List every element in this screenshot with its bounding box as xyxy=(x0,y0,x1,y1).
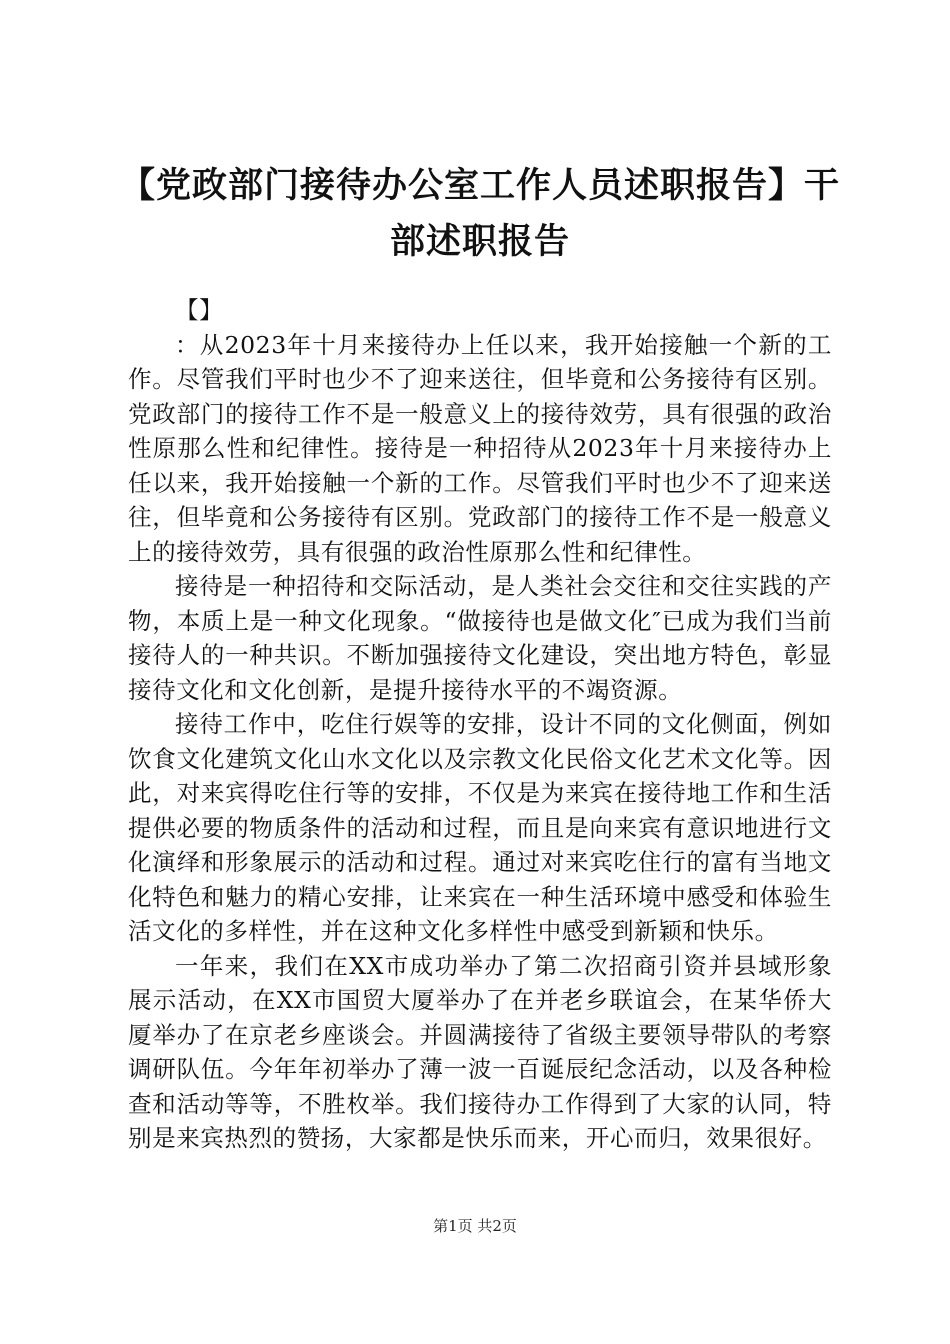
document-title: 【党政部门接待办公室工作人员述职报告】干部述职报告 xyxy=(120,165,841,262)
paragraph-intro: ：从2023年十月来接待办上任以来，我开始接触一个新的工作。尽管我们平时也少不了迎来送往，但毕竟和公务接待有区别。党政部门的接待工作不是一般意义上的接待效劳，具有很强的政治性原那么性和纪律性。接待是一种招待从2023年十月来接待办上任以来，我开始接触一个新的工作。尽管我们平时也少不了迎来送往，但毕竟和公务接待有区别。党政部门的接待工作不是一般意义上的接待效劳，具有很强的政治性原那么性和纪律性。 xyxy=(128,330,832,566)
paragraph-bracket: 【】 xyxy=(175,296,224,324)
paragraph-achievements: 一年来，我们在XX市成功举办了第二次招商引资并县域形象展示活动，在XX市国贸大厦举办了在并老乡联谊会，在某华侨大厦举办了在京老乡座谈会。并圆满接待了省级主要领导带队的考察调研队伍。今年年初举办了薄一波一百诞辰纪念活动，以及各种检查和活动等等，不胜枚举。我们接待办工作得到了大家的认同，特别是来宾热烈的赞扬，大家都是快乐而来，开心而归，效果很好。 xyxy=(128,951,832,1152)
document-body xyxy=(128,293,832,1156)
paragraph-culture: 接待是一种招待和交际活动，是人类社会交往和交往实践的产物，本质上是一种文化现象。“做接待也是做文化″已成为我们当前接待人的一种共识。不断加强接待文化建设，突出地方特色，彰显接待文化和文化创新，是提升接待水平的不竭资源。 xyxy=(128,572,832,704)
page-footer: 第1页 共2页 xyxy=(433,1217,517,1235)
paragraph-arrangements: 接待工作中，吃住行娱等的安排，设计不同的文化侧面，例如饮食文化建筑文化山水文化以及宗教文化民俗文化艺术文化等。因此，对来宾得吃住行等的安排，不仅是为来宾在接待地工作和生活提供必要的物质条件的活动和过程，而且是向来宾有意识地进行文化演绎和形象展示的活动和过程。通过对来宾吃住行的富有当地文化特色和魅力的精心安排，让来宾在一种生活环境中感受和体验生活文化的多样性，并在这种文化多样性中感受到新颖和快乐。 xyxy=(128,710,832,945)
